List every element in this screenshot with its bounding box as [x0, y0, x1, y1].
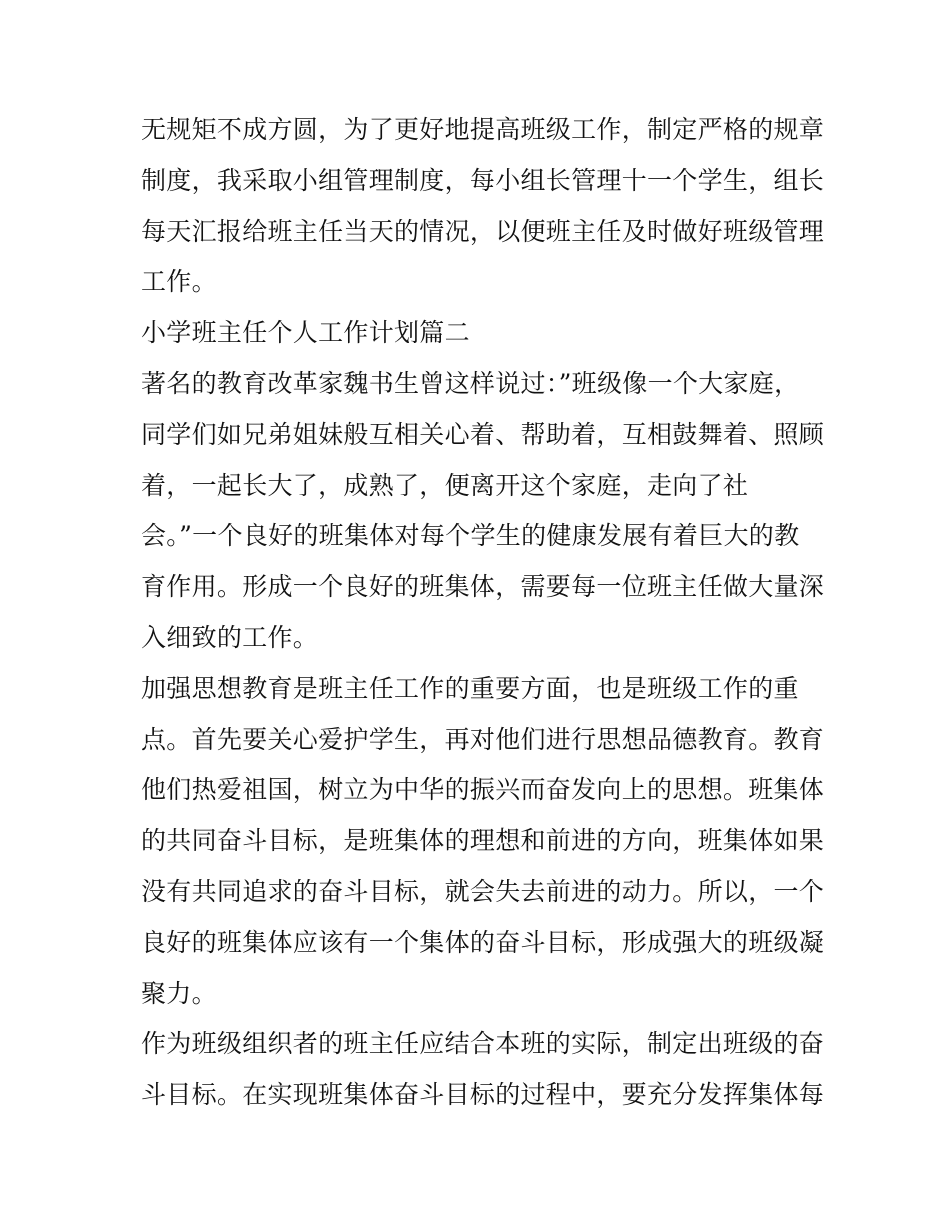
text-line: 制度，我采取小组管理制度，每小组长管理十一个学生，组长 [141, 166, 825, 195]
text-line: 作为班级组织者的班主任应结合本班的实际，制定出班级的奋 [141, 1029, 825, 1058]
text-line: 每天汇报给班主任当天的情况，以便班主任及时做好班级管理 [141, 217, 825, 246]
text-line: 良好的班集体应该有一个集体的奋斗目标，形成强大的班级凝 [141, 928, 825, 957]
text-line: 聚力。 [141, 979, 217, 1008]
text-line: 加强思想教育是班主任工作的重要方面，也是班级工作的重 [141, 674, 799, 703]
section-heading: 小学班主任个人工作计划篇二 [141, 318, 470, 347]
text-line: 点。首先要关心爱护学生，再对他们进行思想品德教育。教育 [141, 725, 825, 754]
text-line: 无规矩不成方圆，为了更好地提高班级工作，制定严格的规章 [141, 115, 825, 144]
text-line: 着，一起长大了，成熟了，便离开这个家庭，走向了社 [141, 471, 749, 500]
text-line: 工作。 [141, 267, 217, 296]
text-line: 著名的教育改革家魏书生曾这样说过：”班级像一个大家庭， [141, 369, 800, 398]
text-line: 入细致的工作。 [141, 623, 319, 652]
text-line: 他们热爱祖国，树立为中华的振兴而奋发向上的思想。班集体 [141, 775, 825, 804]
text-line: 斗目标。在实现班集体奋斗目标的过程中，要充分发挥集体每 [141, 1080, 825, 1109]
text-line: 同学们如兄弟姐妹般互相关心着、帮助着，互相鼓舞着、照顾 [141, 420, 825, 449]
text-line: 会。”一个良好的班集体对每个学生的健康发展有着巨大的教 [141, 521, 800, 550]
text-line: 没有共同追求的奋斗目标，就会失去前进的动力。所以，一个 [141, 877, 825, 906]
text-line: 育作用。形成一个良好的班集体，需要每一位班主任做大量深 [141, 572, 825, 601]
text-line: 的共同奋斗目标，是班集体的理想和前进的方向，班集体如果 [141, 826, 825, 855]
